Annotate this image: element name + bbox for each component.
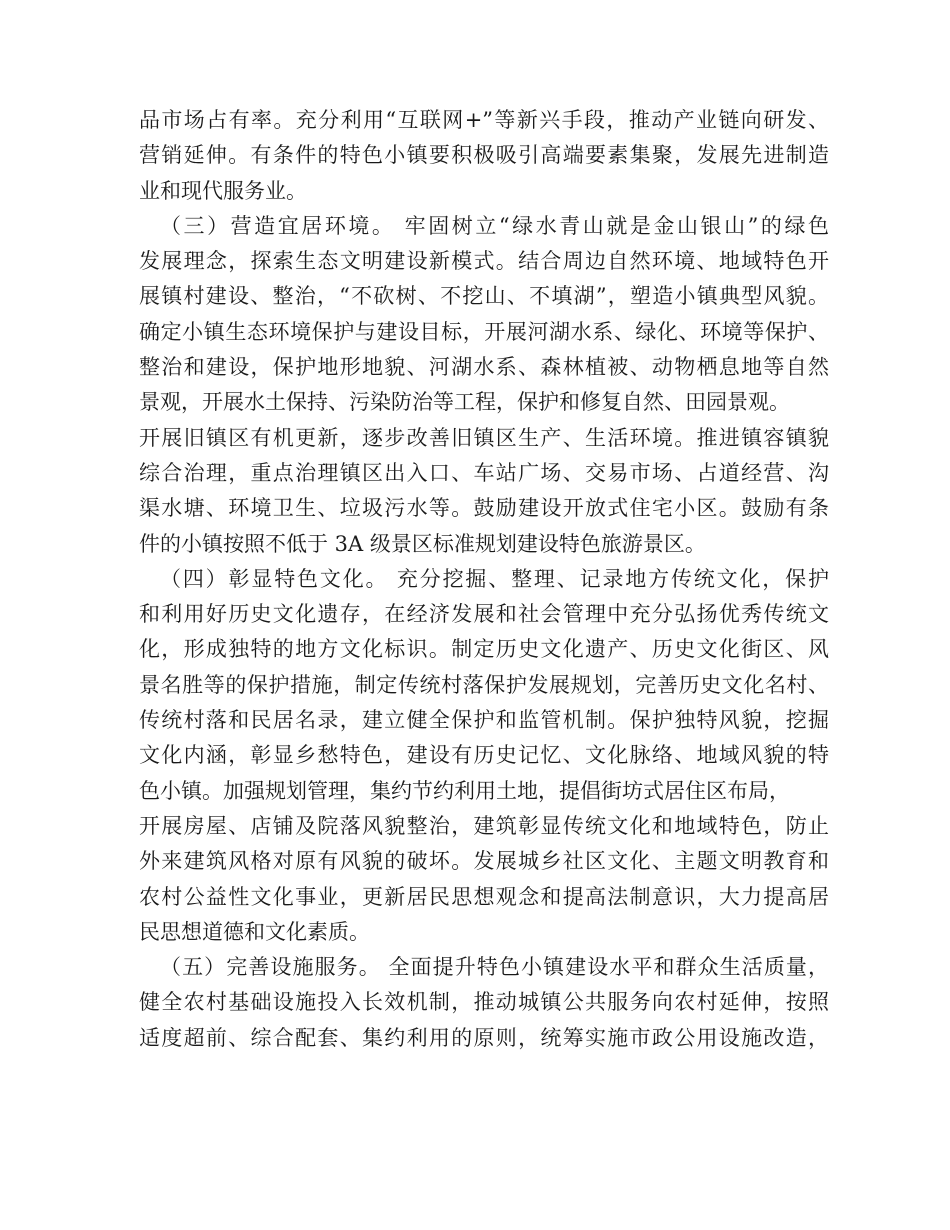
text-line: 文化内涵，彰显乡愁特色，建设有历史记忆、文化脉络、地域风貌的特 (139, 743, 829, 768)
text-line: 业和现代服务业。 (139, 178, 307, 203)
text-line: 农村公益性文化事业，更新居民思想观念和提高法制意识，大力提高居 (139, 884, 829, 909)
text-line: 展镇村建设、整治，“不砍树、不挖山、不填湖”，塑造小镇典型风貌。 (139, 284, 829, 309)
text-line: 营销延伸。有条件的特色小镇要积极吸引高端要素集聚，发展先进制造 (139, 143, 829, 168)
text-line: 综合治理，重点治理镇区出入口、车站广场、交易市场、占道经营、沟 (139, 460, 829, 485)
text-line: 发展理念，探索生态文明建设新模式。结合周边自然环境、地域特色开 (139, 249, 829, 274)
text-line: 和利用好历史文化遗存，在经济发展和社会管理中充分弘扬优秀传统文 (139, 602, 829, 627)
section-heading-line: （四）彰显特色文化。 充分挖掘、整理、记录地方传统文化，保护 (160, 566, 829, 591)
text-line: 整治和建设，保护地形地貌、河湖水系、森林植被、动物栖息地等自然 (139, 355, 829, 380)
section-heading-line: （五）完善设施服务。 全面提升特色小镇建设水平和群众生活质量， (160, 955, 829, 980)
text-line: 品市场占有率。充分利用“互联网+”等新兴手段，推动产业链向研发、 (139, 108, 829, 132)
text-line: 确定小镇生态环境保护与建设目标，开展河湖水系、绿化、环境等保护、 (139, 319, 829, 344)
text-line: 适度超前、综合配套、集约利用的原则，统筹实施市政公用设施改造， (139, 1025, 829, 1050)
text-line: 健全农村基础设施投入长效机制，推动城镇公共服务向农村延伸，按照 (139, 990, 829, 1015)
text-line: 色小镇。加强规划管理，集约节约利用土地，提倡街坊式居住区布局， (139, 778, 790, 803)
text-line: 景观，开展水土保持、污染防治等工程，保护和修复自然、田园景观。 (139, 390, 790, 415)
text-line: 渠水塘、环境卫生、垃圾污水等。鼓励建设开放式住宅小区。鼓励有条 (139, 496, 829, 521)
section-heading-line: （三）营造宜居环境。 牢固树立“绿水青山就是金山银山”的绿色 (160, 213, 829, 238)
text-line: 件的小镇按照不低于 3A 级景区标准规划建设特色旅游景区。 (139, 531, 706, 556)
text-line: 景名胜等的保护措施，制定传统村落保护发展规划，完善历史文化名村、 (139, 672, 829, 697)
text-line: 民思想道德和文化素质。 (139, 919, 370, 944)
text-line: 开展房屋、店铺及院落风貌整治，建筑彰显传统文化和地域特色，防止 (139, 813, 829, 838)
text-line: 化，形成独特的地方文化标识。制定历史文化遗产、历史文化街区、风 (139, 637, 829, 662)
text-line: 外来建筑风格对原有风貌的破坏。发展城乡社区文化、主题文明教育和 (139, 849, 829, 874)
body-text (139, 103, 829, 1056)
text-line: 开展旧镇区有机更新，逐步改善旧镇区生产、生活环境。推进镇容镇貌 (139, 425, 829, 450)
text-line: 传统村落和民居名录，建立健全保护和监管机制。保护独特风貌，挖掘 (139, 708, 829, 733)
